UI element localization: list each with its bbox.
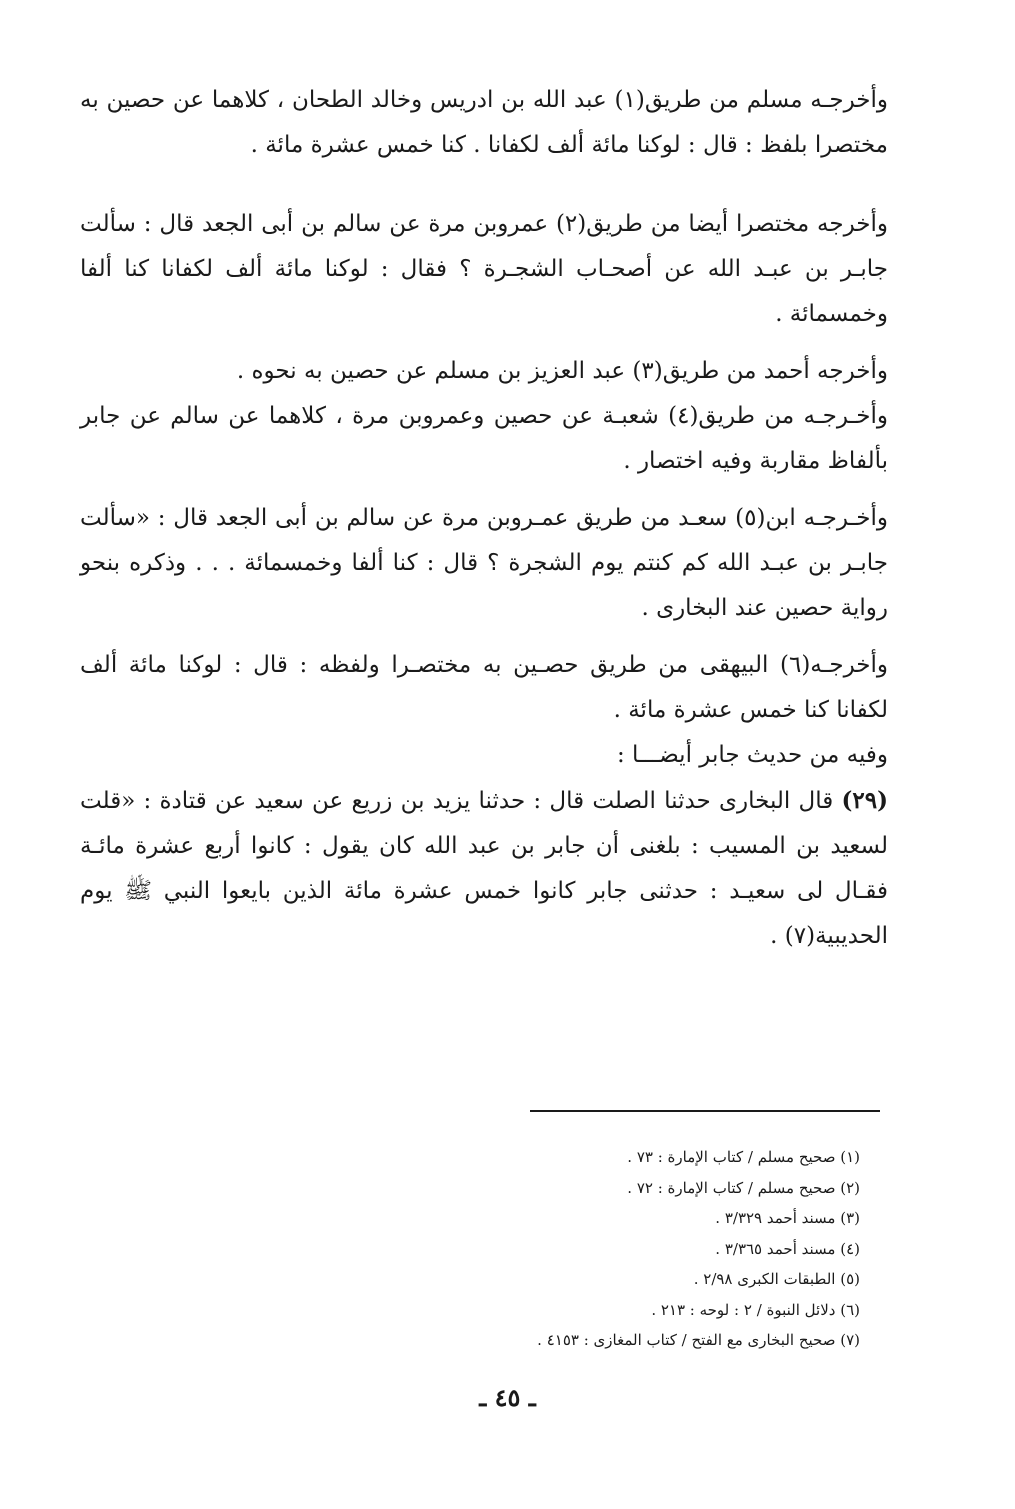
footnote-3: (٣) مسند أحمد ٣/٣٢٩ . xyxy=(715,1209,860,1227)
footnote-7: (٧) صحيح البخارى مع الفتح / كتاب المغازى : ٤١٥٣ . xyxy=(537,1331,860,1349)
paragraph-3: وأخرجه أحمد من طريق(٣) عبد العزيز بن مسلم عن حصين به نحوه . xyxy=(236,358,888,384)
page-number: ـ ٤٥ ـ xyxy=(479,1383,536,1412)
paragraph-5: وأخـرجـه ابن(٥) سعـد من طريق عمـروبن مرة عن سالم بن أبى الجعد قال : «سألت جابـر بن عبـد الله كم كنتم يوم الشجرة ؟ قال : كنا ألفا وخمسمائة . . . وذكره بنحو رواية حصين عند البخارى . xyxy=(80,505,888,621)
paragraph-1: وأخرجـه مسلم من طريق(١) عبد الله بن ادريس وخالد الطحان ، كلاهما عن حصين به مختصرا بلفظ : قال : لوكنا مائة ألف لكفانا . كنا خمس عشرة مائة . xyxy=(80,87,888,158)
paragraph-4: وأخـرجـه من طريق(٤) شعبـة عن حصين وعمروبن مرة ، كلاهما عن سالم عن جابر بألفاظ مقاربة وفيه اختصار . xyxy=(80,403,888,474)
paragraph-6: وأخرجـه(٦) البيهقى من طريق حصـين به مختصـرا ولفظه : قال : لوكنا مائة ألف لكفانا كنا خمس عشرة مائة . xyxy=(80,652,888,723)
hadith-text: قال البخارى حدثنا الصلت قال : حدثنا يزيد بن زريع عن سعيد عن قتادة : «قلت لسعيد بن المسيب : بلغنى أن جابر بن عبد الله كان يقول : كانوا أربع عشرة مائـة فقـال لى سعيـد : حدثنى جابر كانوا خمس عشرة مائة الذين بايعوا النبي ﷺ يوم الحديبية(٧) . xyxy=(80,788,888,949)
paragraph-2: وأخرجه مختصرا أيضا من طريق(٢) عمروبن مرة عن سالم بن أبى الجعد قال : سألت جابـر بن عبـد الله عن أصحـاب الشجـرة ؟ فقال : لوكنا مائة ألف لكفانا كنا ألفا وخمسمائة . xyxy=(80,211,888,327)
footnote-2: (٢) صحيح مسلم / كتاب الإمارة : ٧٢ . xyxy=(627,1178,860,1197)
footnotes-list xyxy=(420,1142,860,1356)
footnote-separator xyxy=(530,1110,880,1112)
hadith-paragraph xyxy=(80,778,888,959)
footnote-5: (٥) الطبقات الكبرى ٢/٩٨ . xyxy=(693,1270,860,1288)
footnote-1: (١) صحيح مسلم / كتاب الإمارة : ٧٣ . xyxy=(627,1148,860,1166)
main-text xyxy=(80,78,888,959)
paragraph-7: وفيه من حديث جابر أيضـــا : xyxy=(616,742,888,768)
footnote-6: (٦) دلائل النبوة / ٢ : لوحه : ٢١٣ . xyxy=(651,1300,860,1319)
footnote-4: (٤) مسند أحمد ٣/٣٦٥ . xyxy=(715,1239,860,1258)
hadith-number: (٢٩) xyxy=(841,787,888,814)
